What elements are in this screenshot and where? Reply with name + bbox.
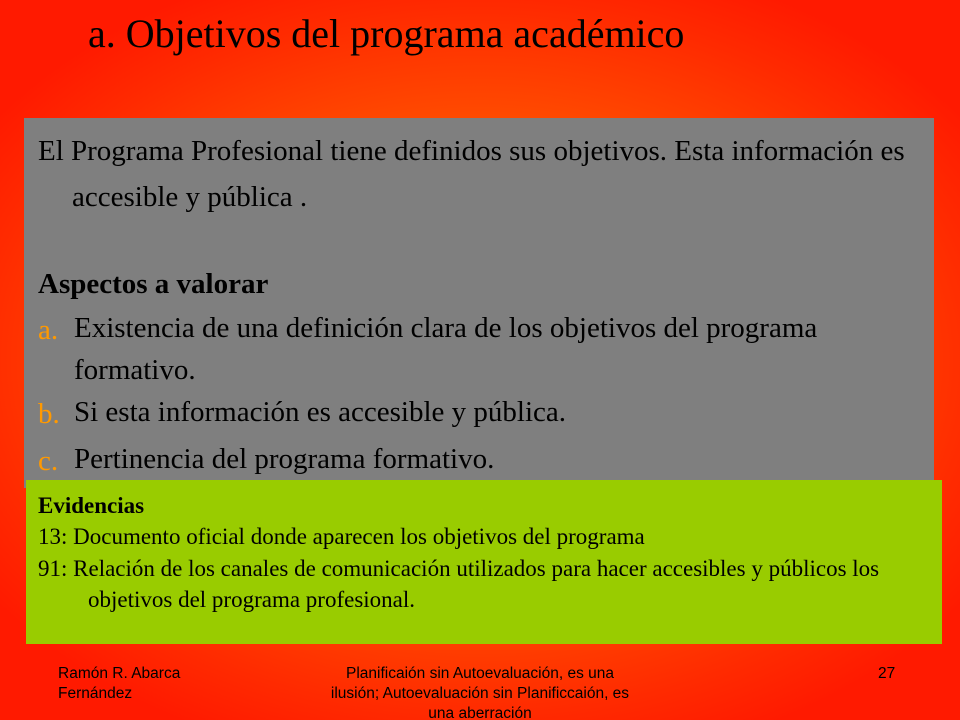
aspect-letter: a.: [38, 314, 59, 347]
aspect-text: Si esta información es accesible y pública.: [74, 396, 567, 429]
aspect-item-c: [38, 438, 920, 484]
page-number: 27: [878, 665, 896, 682]
evidence-box: [26, 480, 942, 644]
intro-paragraph: El Programa Profesional tiene definidos sus objetivos. Esta información es accesible y pública .: [38, 135, 905, 214]
aspect-text: Pertinencia del programa formativo.: [74, 442, 495, 475]
evidence-heading: Evidencias: [38, 493, 145, 518]
objectives-content-box: [24, 118, 934, 488]
evidence-item: 91: Relación de los canales de comunicación utilizados para hacer accesibles y públicos los objetivos del programa profesional.: [38, 555, 880, 612]
slide-title: a. Objetivos del programa académico: [88, 11, 685, 56]
footer-center-text: Planificaión sin Autoevaluación, es una ilusión; Autoevaluación sin Planificcaión, es una aberración: [330, 665, 630, 720]
aspect-item-a: [38, 307, 920, 391]
spacer: [38, 221, 920, 261]
evidence-item: 13: Documento oficial donde aparecen los objetivos del programa: [38, 524, 645, 550]
aspect-text: Existencia de una definición clara de los objetivos del programa formativo.: [74, 312, 818, 387]
aspect-item-b: [38, 391, 920, 437]
aspects-heading: Aspectos a valorar: [38, 267, 269, 300]
aspect-letter: b.: [38, 398, 60, 431]
footer-author: Ramón R. Abarca Fernández: [58, 665, 181, 703]
aspect-letter: c.: [38, 444, 59, 477]
